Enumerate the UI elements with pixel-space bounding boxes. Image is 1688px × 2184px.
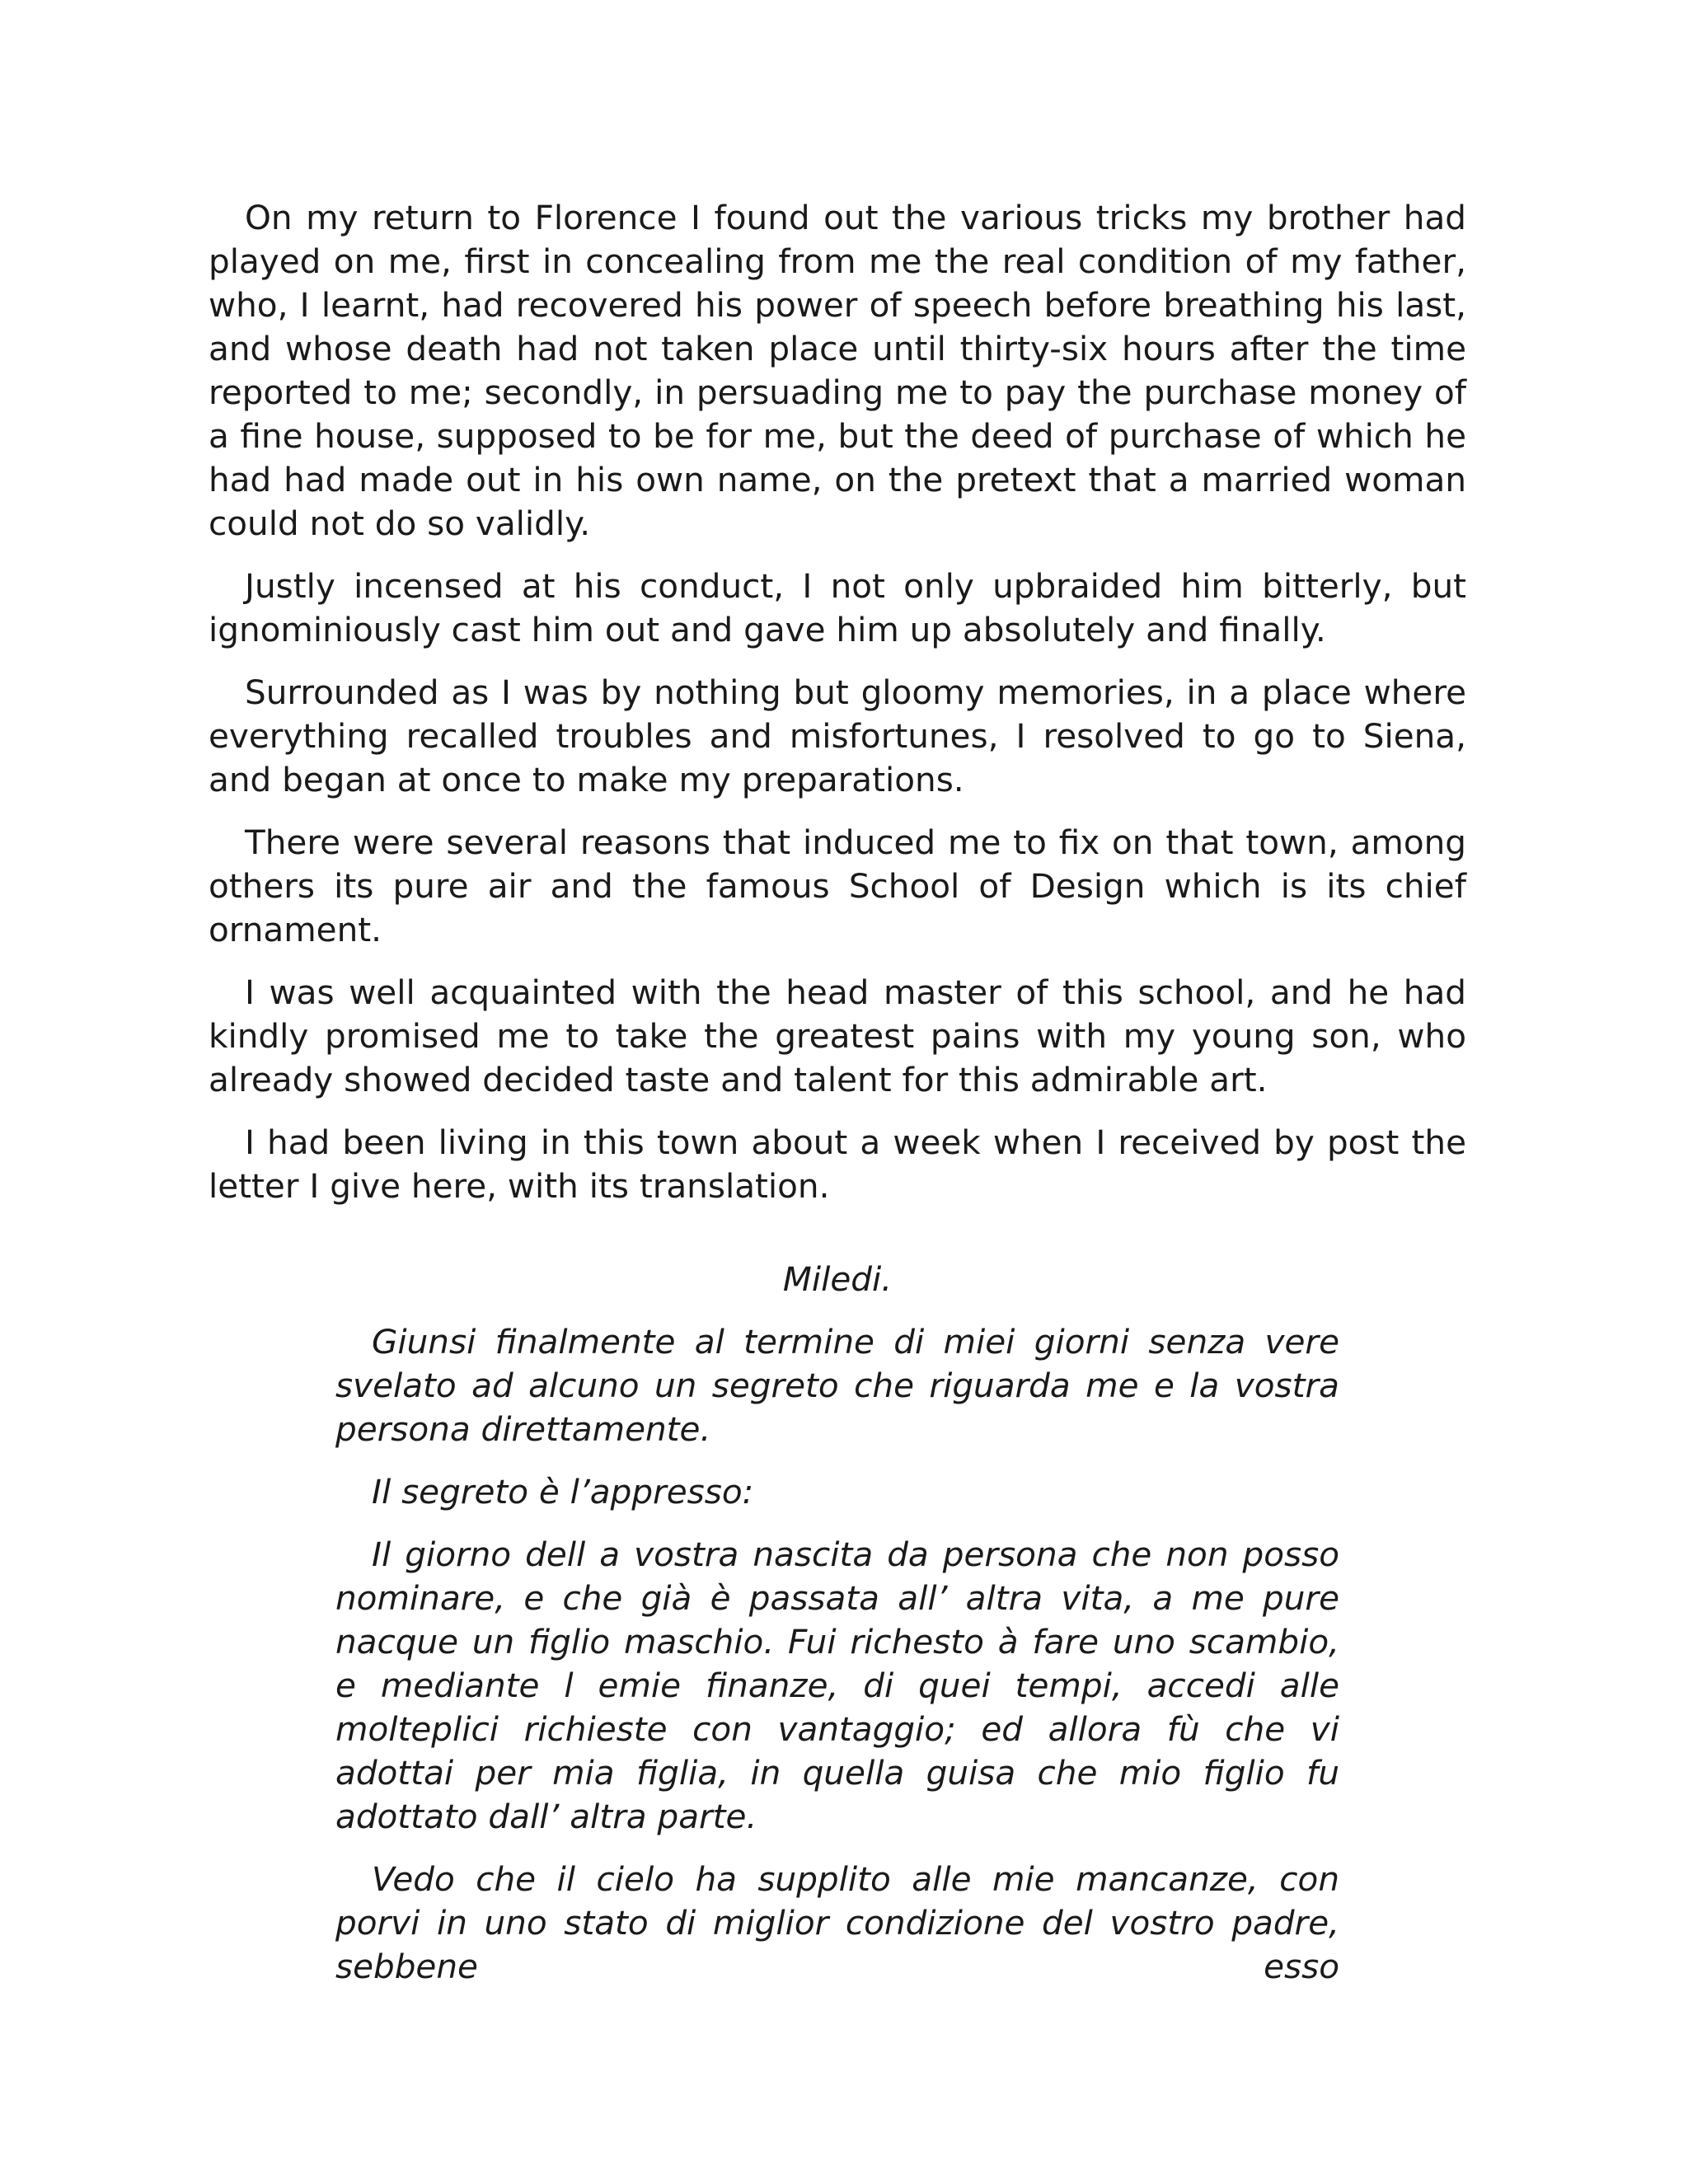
page-body [209,196,1466,2008]
paragraph-2: Justly incensed at his conduct, I not only upbraided him bitterly, but ignominiously cast him out and gave him up absolutely and finally. [209,566,1466,649]
quoted-letter [335,1258,1339,1989]
paragraph-6: I had been living in this town about a week when I received by post the letter I give here, with its translation. [209,1122,1466,1206]
letter-salutation: Miledi. [782,1259,893,1299]
letter-paragraph-3: Il giorno dell a vostra nascita da persona che non posso nominare, e che già è passata all’ altra vita, a me pure nacque un figlio maschio. Fui richesto à fare uno scambio, e mediante l emie finanze, di quei tempi, accedi alle molteplici richieste con vantaggio; ed allora fù che vi adottai per mia figlia, in quella guisa che mio figlio fu adottato dall’ altra parte. [335,1535,1339,1836]
paragraph-3: Surrounded as I was by nothing but gloomy memories, in a place where everything recalled troubles and misfortunes, I resolved to go to Siena, and began at once to make my preparations. [209,673,1466,799]
paragraph-5: I was well acquainted with the head master of this school, and he had kindly promised me to take the greatest pains with my young son, who already showed decided taste and talent for this admirable art. [209,972,1466,1099]
paragraph-1: On my return to Florence I found out the various tricks my brother had played on me, first in concealing from me the real condition of my father, who, I learnt, had recovered his power of speech before breathing his last, and whose death had not taken place until thirty-six hours after the time reported to me; secondly, in persuading me to pay the purchase money of a fine house, supposed to be for me, but the deed of purchase of which he had had made out in his own name, on the pretext that a married woman could not do so validly. [209,198,1466,543]
letter-paragraph-2: Il segreto è l’appresso: [372,1472,754,1511]
letter-paragraph-4: Vedo che il cielo ha supplito alle mie mancanze, con porvi in uno stato di miglior condizione del vostro padre, sebbene esso [335,1859,1339,1986]
paragraph-4: There were several reasons that induced me to fix on that town, among others its pure air and the famous School of Design which is its chief ornament. [209,823,1466,949]
letter-paragraph-1: Giunsi finalmente al termine di miei giorni senza vere svelato ad alcuno un segreto che riguarda me e la vostra persona direttamente. [335,1322,1339,1449]
